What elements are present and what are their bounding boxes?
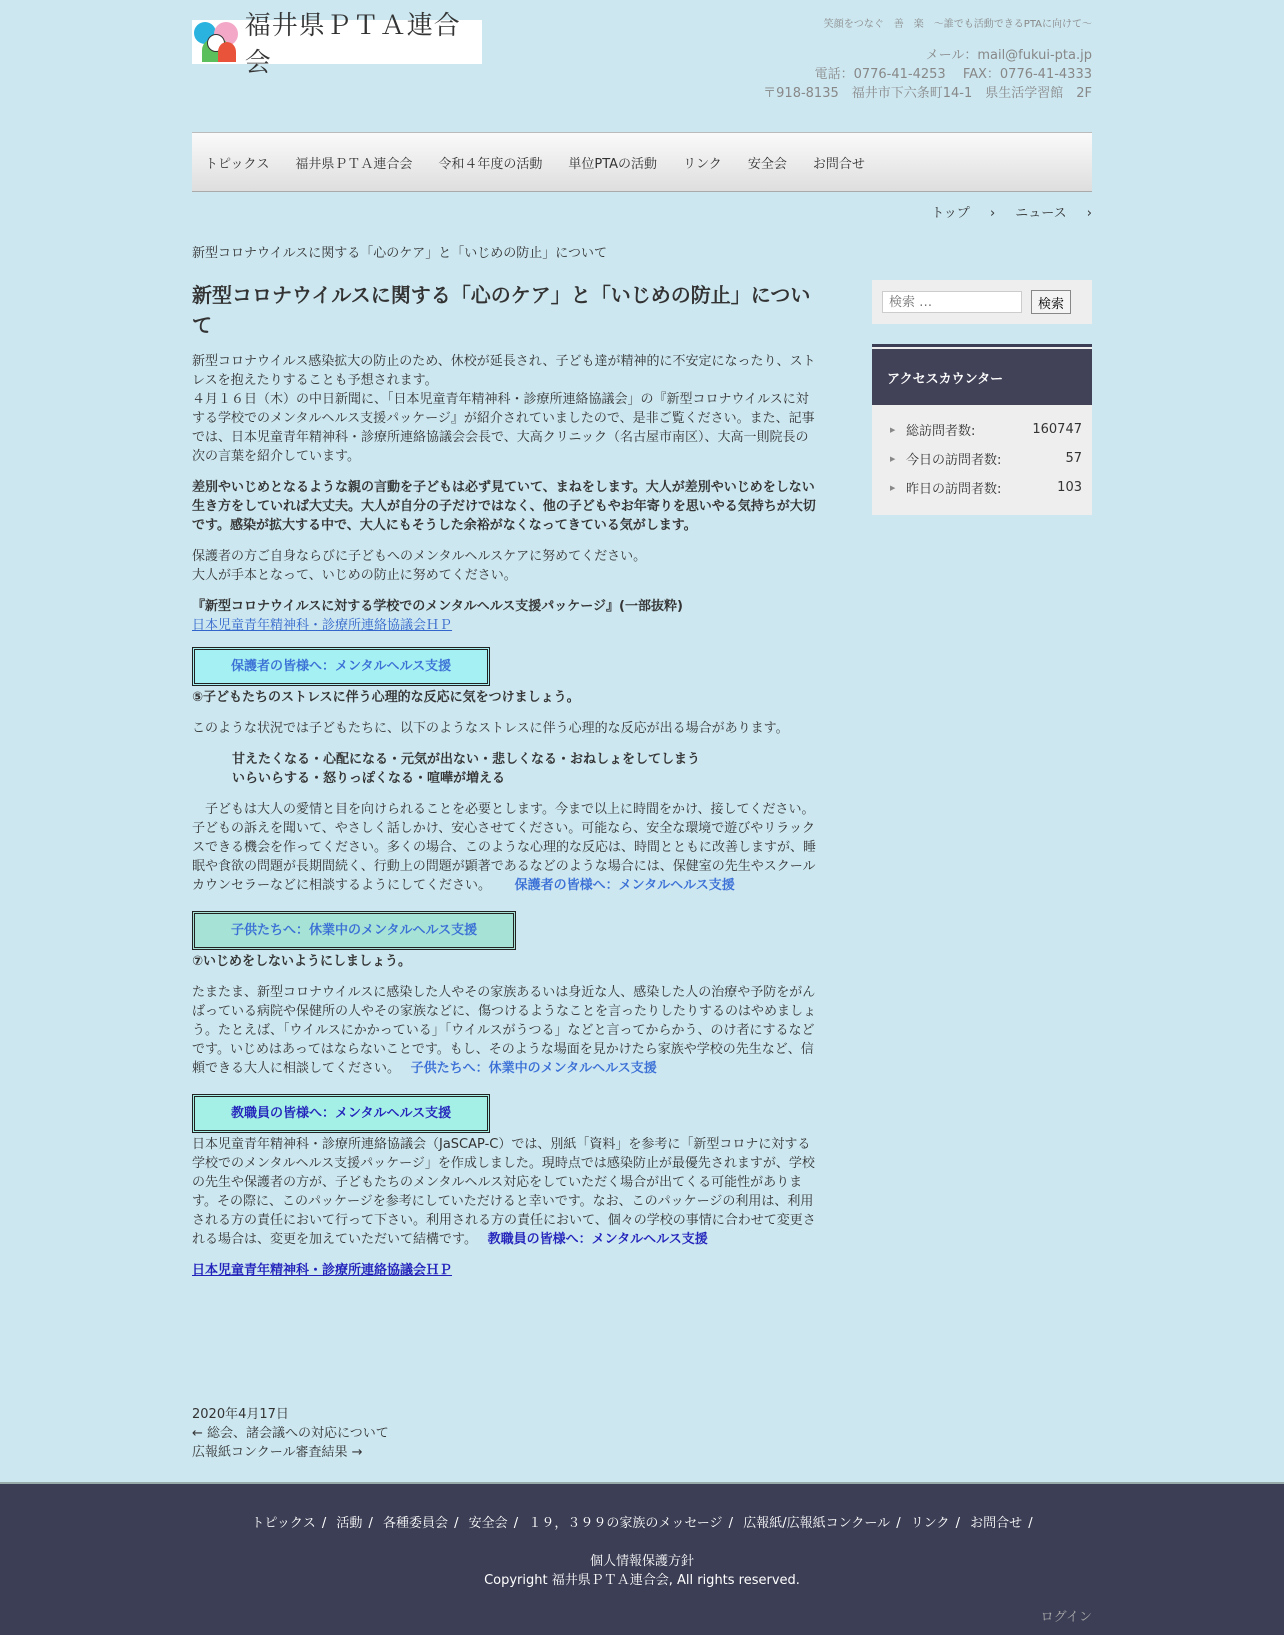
access-counter-widget	[872, 344, 1092, 515]
footer-nav-links[interactable]: リンク /	[910, 1516, 960, 1531]
counter-label: 昨日の訪問者数:	[906, 482, 1002, 497]
bullet-icon: ▶	[890, 425, 896, 434]
article-title: 新型コロナウイルスに関する「心のケア」と「いじめの防止」について	[192, 283, 811, 337]
logo-mark-icon	[192, 20, 241, 64]
teachers-support-link[interactable]: 教職員の皆様へ：メンタルヘルス支援	[487, 1232, 708, 1247]
site-logo[interactable]	[192, 11, 482, 78]
footer-nav-activities[interactable]: 活動 /	[336, 1516, 373, 1531]
breadcrumb-news[interactable]: ニュース	[1015, 206, 1067, 221]
article-paragraph: ４月１６日（木）の中日新聞に、「日本児童青年精神科・診療所連絡協議会」の『新型コロナウイルスに対する学校でのメンタルヘルス支援パッケージ』が紹介されていましたので、是非ご覧ください。また、記事では、日本児童青年精神科・診療所連絡協議会会長で、大高クリニック（名古屋市南区）、大高一則院長の次の言葉を紹介しています。	[192, 392, 815, 464]
parents-support-box[interactable]: 保護者の皆様へ：メンタルヘルス支援	[192, 647, 490, 686]
counter-value: 103	[1057, 480, 1082, 495]
nav-safety[interactable]: 安全会	[747, 156, 787, 172]
footer-nav-safety[interactable]: 安全会 /	[468, 1516, 519, 1531]
logo-text: 福井県ＰＴＡ連合会	[244, 11, 461, 78]
section-heading-7: ⑦いじめをしないようにしましょう。	[192, 954, 412, 969]
breadcrumb-separator: ›	[1086, 206, 1092, 221]
counter-title: アクセスカウンター	[872, 349, 1092, 405]
counter-row	[872, 444, 1092, 473]
next-post-link[interactable]: 広報紙コンクール審査結果 →	[192, 1445, 363, 1460]
article	[192, 280, 817, 1280]
quote-line: 甘えたくなる・心配になる・元気が出ない・悲しくなる・おねしょをしてしまう	[232, 752, 701, 767]
counter-row	[872, 415, 1092, 444]
login-link[interactable]: ログイン	[1040, 1610, 1092, 1625]
nav-contact[interactable]: お問合せ	[812, 156, 865, 172]
page-subtitle: 新型コロナウイルスに関する「心のケア」と「いじめの防止」について	[192, 246, 607, 261]
jascap-hp-link[interactable]: 日本児童青年精神科・診療所連絡協議会ＨＰ	[192, 618, 453, 633]
site-footer	[0, 1482, 1284, 1635]
nav-activities[interactable]: 令和４年度の活動	[438, 156, 543, 172]
article-line: 保護者の方ご自身ならびに子どもへのメンタルヘルスケアに努めてください。	[192, 549, 647, 564]
bullet-icon: ▶	[890, 454, 896, 463]
article-text: 日本児童青年精神科・診療所連絡協議会（JaSCAP-C）では、別紙「資料」を参考に「新型コロナに対する学校でのメンタルヘルス支援パッケージ」を作成しました。現時点では感染防止が最優先されますが、学校の先生や保護者の方が、子どもたちのメンタルヘルス対応をしていただく場合が出てくる可能性があります。その際に、このパッケージを参考にしていただけると幸いです。なお、このパッケージの利用は、利用される方の責任において行って下さい。利用される方の責任において、個々の学校の事情に合わせて変更される場合は、変更を加えていただいて結構です。	[192, 1137, 816, 1247]
counter-value: 57	[1065, 451, 1082, 466]
article-paragraph	[192, 1135, 817, 1249]
main-nav	[192, 132, 1092, 192]
counter-row	[872, 473, 1092, 502]
children-support-box[interactable]: 子供たちへ：休業中のメンタルヘルス支援	[192, 911, 516, 950]
teachers-support-box[interactable]: 教職員の皆様へ：メンタルヘルス支援	[192, 1094, 490, 1133]
contact-phone: 電話：0776-41-4253 FAX：0776-41-4333	[814, 67, 1092, 82]
contact-info	[763, 46, 1092, 103]
bullet-icon: ▶	[890, 483, 896, 492]
article-text: たまたま、新型コロナウイルスに感染した人やその家族あるいは身近な人、感染した人の治療や予防をがんばっている病院や保健所の人やその家族などに、傷つけるようなことを言ったりしたりするのはやめましょう。たとえば、「ウイルスにかかっている」「ウイルスがうつる」などと言ってからかう、のけ者にするなどです。いじめはあってはならないことです。もし、そのような場面を見かけたら家族や学校の先生など、信頼できる大人に相談してください。	[192, 985, 817, 1076]
article-paragraph	[192, 983, 817, 1078]
footer-nav-messages[interactable]: １９，３９９の家族のメッセージ /	[528, 1516, 734, 1531]
article-quote	[232, 750, 777, 788]
nav-topics[interactable]: トピックス	[205, 156, 270, 172]
article-text: 子どもは大人の愛情と目を向けられることを必要とします。今まで以上に時間をかけ、接してください。子どもの訴えを聞いて、やさしく話しかけ、安心させてください。可能なら、安全な環境で遊びやリラックスできる機会を作ってください。多くの場合、このような心理的な反応は、時間とともに改善しますが、睡眠や食欲の問題が長期間続く、行動上の問題が顕著であるなどのような場合には、保健室の先生やスクールカウンセラーなどに相談するようにしてください。	[192, 802, 817, 893]
post-meta	[192, 1405, 389, 1462]
package-title: 『新型コロナウイルスに対する学校でのメンタルヘルス支援パッケージ』(一部抜粋)	[192, 599, 683, 614]
site-tagline: 笑顔をつなぐ 善 楽 ～誰でも活動できるPTAに向けて～	[823, 19, 1092, 30]
nav-links[interactable]: リンク	[683, 156, 722, 172]
privacy-policy-link[interactable]: 個人情報保護方針	[589, 1554, 694, 1569]
nav-federation[interactable]: 福井県ＰＴＡ連合会	[295, 156, 413, 172]
breadcrumb-separator: ›	[989, 206, 996, 221]
breadcrumb	[917, 202, 1092, 221]
article-paragraph	[192, 547, 817, 585]
counter-value: 160747	[1032, 422, 1082, 437]
parents-support-link[interactable]: 保護者の皆様へ：メンタルヘルス支援	[514, 878, 735, 893]
footer-nav-committees[interactable]: 各種委員会 /	[383, 1516, 459, 1531]
prev-post-link[interactable]: ← 総会、諸会議への対応について	[192, 1426, 389, 1441]
quote-line: いらいらする・怒りっぽくなる・喧嘩が増える	[232, 771, 506, 786]
footer-nav	[0, 1512, 1284, 1531]
search-widget	[872, 280, 1092, 324]
contact-address: 〒918-8135 福井市下六条町14-1 県生活学習館 2F	[763, 86, 1092, 101]
contact-mail: メール：mail@fukui-pta.jp	[925, 48, 1092, 63]
footer-nav-topics[interactable]: トピックス /	[251, 1516, 327, 1531]
copyright: Copyright 福井県ＰＴＡ連合会, All rights reserved.	[484, 1573, 800, 1588]
counter-label: 総訪問者数:	[906, 424, 976, 439]
article-paragraph	[192, 800, 817, 895]
jascap-hp-link-2[interactable]: 日本児童青年精神科・診療所連絡協議会ＨＰ	[192, 1263, 453, 1278]
footer-nav-contact[interactable]: お問合せ /	[970, 1516, 1033, 1531]
breadcrumb-top[interactable]: トップ	[931, 206, 970, 221]
search-input[interactable]	[882, 291, 1022, 313]
article-line: 大人が手本となって、いじめの防止に努めてください。	[192, 568, 517, 583]
footer-nav-newsletter[interactable]: 広報紙/広報紙コンクール /	[743, 1516, 901, 1531]
nav-unit-pta[interactable]: 単位PTAの活動	[568, 156, 658, 172]
post-date: 2020年4月17日	[192, 1407, 289, 1422]
search-button[interactable]: 検索	[1031, 290, 1071, 314]
article-paragraph: 新型コロナウイルス感染拡大の防止のため、休校が延長され、子ども達が精神的に不安定になったり、ストレスを抱えたりすることも予想されます。	[192, 354, 816, 388]
children-support-link[interactable]: 子供たちへ：休業中のメンタルヘルス支援	[410, 1061, 657, 1076]
counter-label: 今日の訪問者数:	[906, 453, 1002, 468]
section-heading-5: ⑤子どもたちのストレスに伴う心理的な反応に気をつけましょう。	[192, 690, 580, 705]
article-paragraph: このような状況では子どもたちに、以下のようなストレスに伴う心理的な反応が出る場合があります。	[192, 721, 789, 736]
article-quote: 差別やいじめとなるような親の言動を子どもは必ず見ていて、まねをします。大人が差別やいじめをしない生き方をしていれば大丈夫。大人が自分の子だけではなく、他の子どもやお年寄りを思いやる気持ちが大切です。感染が拡大する中で、大人にもそうした余裕がなくなってきている気がします。	[192, 480, 816, 533]
